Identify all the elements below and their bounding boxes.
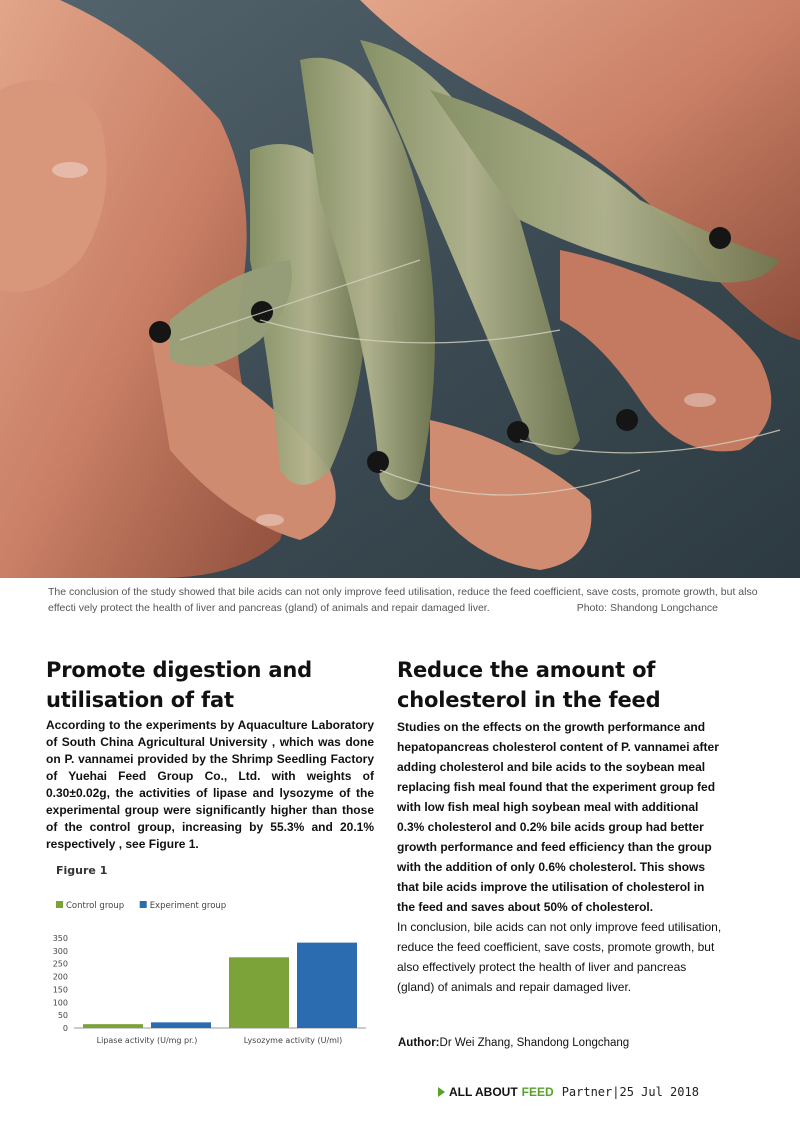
right-column [397,655,725,997]
page-footer [438,1085,699,1099]
legend-label: Control group [66,901,125,911]
left-heading: Promote digestion and utilisation of fat [46,658,312,712]
y-tick-label: 250 [52,959,68,969]
chart-title: Figure 1 [56,864,108,877]
caption-text: The conclusion of the study showed that bile acids can not only improve feed utilisation, reduce the feed coefficient, save costs, promote growth, but also effecti vely protect the health of liver and pancreas (gland) of animals and repair damaged liver. [48,586,758,614]
left-column [46,655,374,853]
y-tick-label: 300 [52,946,68,956]
figure-1 [46,860,371,1050]
author-line [398,1037,629,1049]
author-name: Dr Wei Zhang, Shandong Longchang [439,1037,630,1049]
x-tick-label: Lipase activity (U/mg pr.) [96,1036,198,1045]
bar [229,957,289,1028]
right-body: Studies on the effects on the growth performance and hepatopancreas cholesterol content of P. vannamei after adding cholesterol and bile acids to the soybean meal replacing fish meal found that the experiment group fed with low fish meal high soybean meal with additional 0.3% cholesterol and 0.2% bile acids group had better growth performance and feed efficiency than the group with the addition of only 0.6% cholesterol. This shows that bile acids improve the utilisation of cholesterol in the feed and saves about 50% of cholesterol. [397,720,719,914]
author-label: Author: [398,1037,440,1049]
bar [297,943,357,1028]
y-tick-label: 50 [57,1011,68,1021]
footer-brand-b: FEED [521,1085,554,1099]
legend-swatch [140,901,147,908]
bar-chart [46,860,371,1050]
footer-issue: Partner|25 Jul 2018 [561,1085,699,1099]
photo-credit: Photo: Shandong Longchance [576,602,718,614]
y-tick-label: 350 [52,934,68,943]
y-tick-label: 100 [52,998,68,1008]
triangle-icon [438,1087,445,1097]
y-tick-label: 150 [52,985,68,995]
footer-brand-a: ALL ABOUT [449,1085,518,1099]
right-body-conclusion: In conclusion, bile acids can not only improve feed utilisation, reduce the feed coefficient, save costs, promote growth, but also effectively protect the health of liver and pancreas (gland) of animals and repair damaged liver. [397,920,722,994]
bar [151,1022,211,1028]
legend-swatch [56,901,63,908]
right-heading: Reduce the amount of cholesterol in the feed [397,658,661,712]
x-tick-label: Lysozyme activity (U/ml) [243,1036,343,1045]
photo-caption [48,584,760,616]
y-tick-label: 0 [62,1024,68,1033]
bar [83,1024,143,1028]
left-body: According to the experiments by Aquaculture Laboratory of South China Agricultural University , which was done on P. vannamei provided by the Shrimp Seedling Factory of Yuehai Feed Group Co., Ltd. with weights of 0.30±0.02g, the activities of lipase and lysozyme of the experimental group were significantly higher than those of the control group, increasing by 55.3% and 20.1% respectively , see Figure 1. [46,718,374,851]
y-tick-label: 200 [52,972,68,982]
legend-label: Experiment group [149,901,227,911]
